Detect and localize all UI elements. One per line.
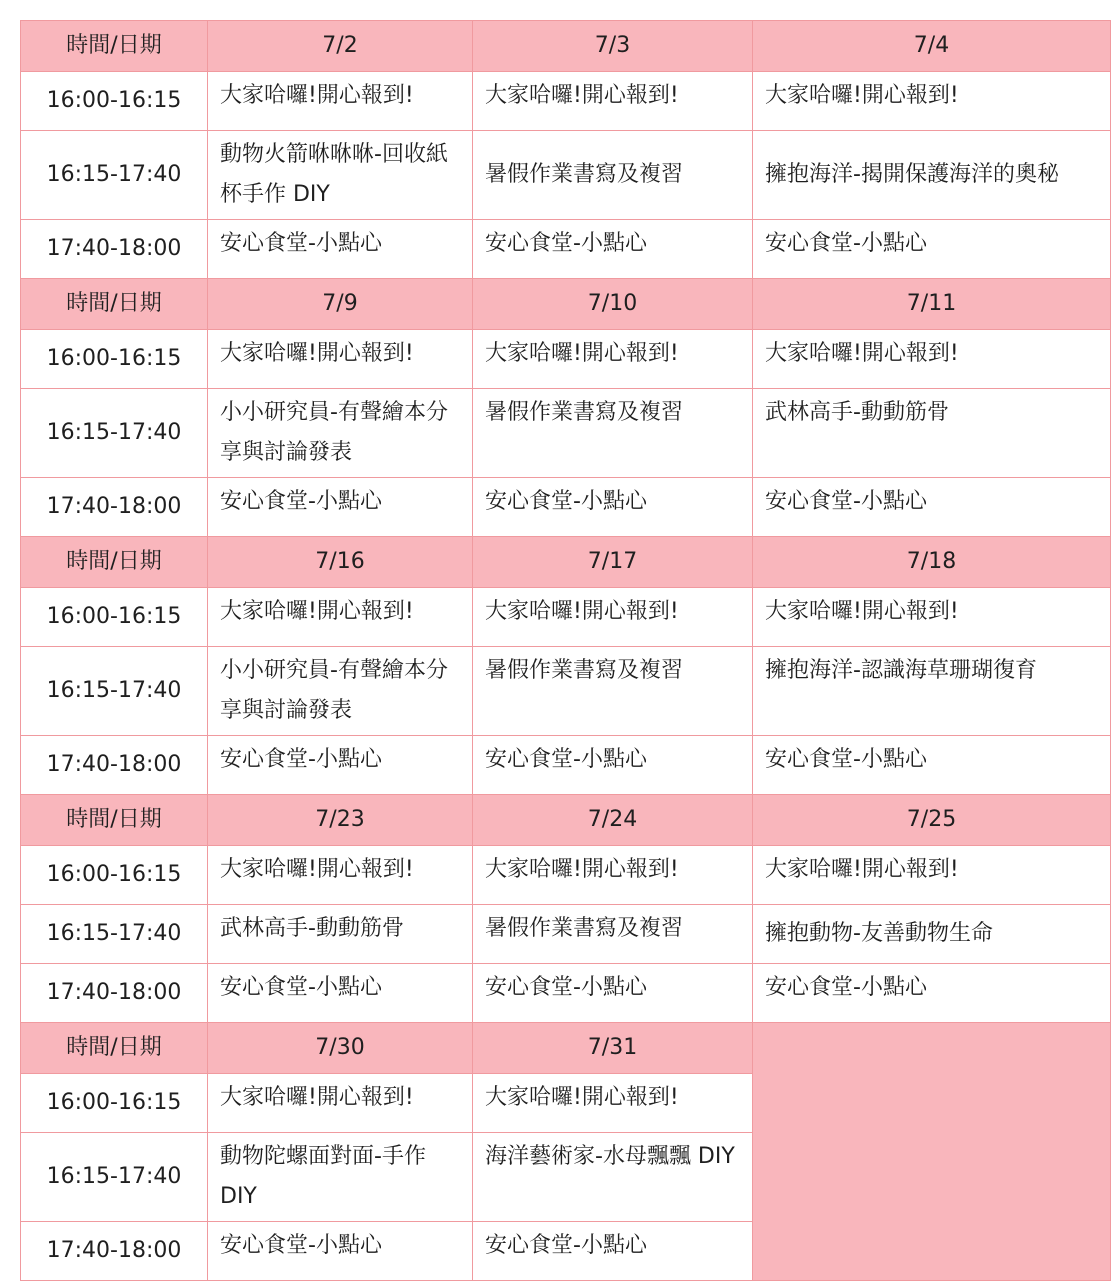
week-header-row [21, 279, 1111, 330]
activity-cell: 大家哈囉!開心報到! [473, 330, 753, 389]
date-header-cell: 7/4 [753, 21, 1111, 72]
activity-cell: 大家哈囉!開心報到! [473, 1074, 753, 1133]
activity-cell: 安心食堂-小點心 [208, 736, 473, 795]
activity-cell: 安心食堂-小點心 [208, 1222, 473, 1281]
header-label-cell: 時間/日期 [21, 795, 208, 846]
activity-cell: 安心食堂-小點心 [753, 736, 1111, 795]
schedule-row [21, 131, 1111, 220]
activity-cell: 暑假作業書寫及複習 [473, 647, 753, 736]
activity-cell: 擁抱海洋-揭開保護海洋的奧秘 [753, 131, 1111, 220]
activity-cell: 安心食堂-小點心 [753, 478, 1111, 537]
activity-cell: 安心食堂-小點心 [208, 964, 473, 1023]
time-slot-cell: 17:40-18:00 [21, 220, 208, 279]
date-header-cell: 7/17 [473, 537, 753, 588]
activity-cell: 大家哈囉!開心報到! [473, 72, 753, 131]
time-slot-cell: 16:00-16:15 [21, 588, 208, 647]
schedule-row [21, 647, 1111, 736]
activity-cell: 武林高手-動動筋骨 [208, 905, 473, 964]
activity-cell: 大家哈囉!開心報到! [473, 846, 753, 905]
activity-cell: 動物火箭咻咻咻-回收紙杯手作 DIY [208, 131, 473, 220]
header-label-cell: 時間/日期 [21, 279, 208, 330]
time-slot-cell: 16:15-17:40 [21, 905, 208, 964]
activity-cell: 大家哈囉!開心報到! [753, 588, 1111, 647]
schedule-row [21, 72, 1111, 131]
activity-cell: 小小研究員-有聲繪本分享與討論發表 [208, 389, 473, 478]
week-header-row [21, 21, 1111, 72]
date-header-cell: 7/11 [753, 279, 1111, 330]
time-slot-cell: 16:00-16:15 [21, 72, 208, 131]
week-header-row [21, 795, 1111, 846]
schedule-row [21, 964, 1111, 1023]
date-header-cell: 7/3 [473, 21, 753, 72]
activity-cell: 暑假作業書寫及複習 [473, 131, 753, 220]
date-header-cell: 7/31 [473, 1023, 753, 1074]
time-slot-cell: 16:00-16:15 [21, 330, 208, 389]
date-header-cell: 7/10 [473, 279, 753, 330]
date-header-cell: 7/9 [208, 279, 473, 330]
header-label-cell: 時間/日期 [21, 537, 208, 588]
activity-cell: 大家哈囉!開心報到! [753, 330, 1111, 389]
date-header-cell: 7/16 [208, 537, 473, 588]
time-slot-cell: 16:00-16:15 [21, 846, 208, 905]
schedule-row [21, 905, 1111, 964]
activity-cell: 大家哈囉!開心報到! [753, 846, 1111, 905]
activity-cell: 大家哈囉!開心報到! [208, 1074, 473, 1133]
activity-cell: 大家哈囉!開心報到! [208, 72, 473, 131]
date-header-cell: 7/2 [208, 21, 473, 72]
activity-cell: 安心食堂-小點心 [473, 1222, 753, 1281]
header-label-cell: 時間/日期 [21, 1023, 208, 1074]
activity-cell: 大家哈囉!開心報到! [208, 588, 473, 647]
schedule-row [21, 846, 1111, 905]
activity-cell: 暑假作業書寫及複習 [473, 905, 753, 964]
header-label-cell: 時間/日期 [21, 21, 208, 72]
schedule-row [21, 220, 1111, 279]
activity-cell: 安心食堂-小點心 [473, 220, 753, 279]
activity-cell: 動物陀螺面對面-手作 DIY [208, 1133, 473, 1222]
empty-cell [753, 1023, 1111, 1281]
schedule-row [21, 736, 1111, 795]
activity-cell: 大家哈囉!開心報到! [208, 330, 473, 389]
activity-cell: 擁抱海洋-認識海草珊瑚復育 [753, 647, 1111, 736]
date-header-cell: 7/18 [753, 537, 1111, 588]
activity-schedule-table [20, 20, 1111, 1281]
activity-cell: 安心食堂-小點心 [208, 478, 473, 537]
schedule-row [21, 588, 1111, 647]
activity-cell: 武林高手-動動筋骨 [753, 389, 1111, 478]
schedule-row [21, 389, 1111, 478]
week-header-row [21, 537, 1111, 588]
activity-cell: 大家哈囉!開心報到! [473, 588, 753, 647]
activity-cell: 安心食堂-小點心 [753, 964, 1111, 1023]
activity-cell: 暑假作業書寫及複習 [473, 389, 753, 478]
time-slot-cell: 16:00-16:15 [21, 1074, 208, 1133]
time-slot-cell: 17:40-18:00 [21, 478, 208, 537]
activity-cell: 安心食堂-小點心 [208, 220, 473, 279]
time-slot-cell: 17:40-18:00 [21, 964, 208, 1023]
time-slot-cell: 17:40-18:00 [21, 736, 208, 795]
activity-cell: 安心食堂-小點心 [473, 964, 753, 1023]
activity-cell: 大家哈囉!開心報到! [208, 846, 473, 905]
date-header-cell: 7/25 [753, 795, 1111, 846]
time-slot-cell: 17:40-18:00 [21, 1222, 208, 1281]
schedule-row [21, 330, 1111, 389]
date-header-cell: 7/23 [208, 795, 473, 846]
activity-cell: 大家哈囉!開心報到! [753, 72, 1111, 131]
time-slot-cell: 16:15-17:40 [21, 131, 208, 220]
activity-cell: 安心食堂-小點心 [473, 736, 753, 795]
activity-cell: 小小研究員-有聲繪本分享與討論發表 [208, 647, 473, 736]
date-header-cell: 7/24 [473, 795, 753, 846]
activity-cell: 擁抱動物-友善動物生命 [753, 905, 1111, 964]
time-slot-cell: 16:15-17:40 [21, 1133, 208, 1222]
schedule-row [21, 478, 1111, 537]
time-slot-cell: 16:15-17:40 [21, 647, 208, 736]
activity-cell: 安心食堂-小點心 [473, 478, 753, 537]
activity-cell: 安心食堂-小點心 [753, 220, 1111, 279]
date-header-cell: 7/30 [208, 1023, 473, 1074]
activity-cell: 海洋藝術家-水母飄飄 DIY [473, 1133, 753, 1222]
time-slot-cell: 16:15-17:40 [21, 389, 208, 478]
week-header-row [21, 1023, 1111, 1074]
